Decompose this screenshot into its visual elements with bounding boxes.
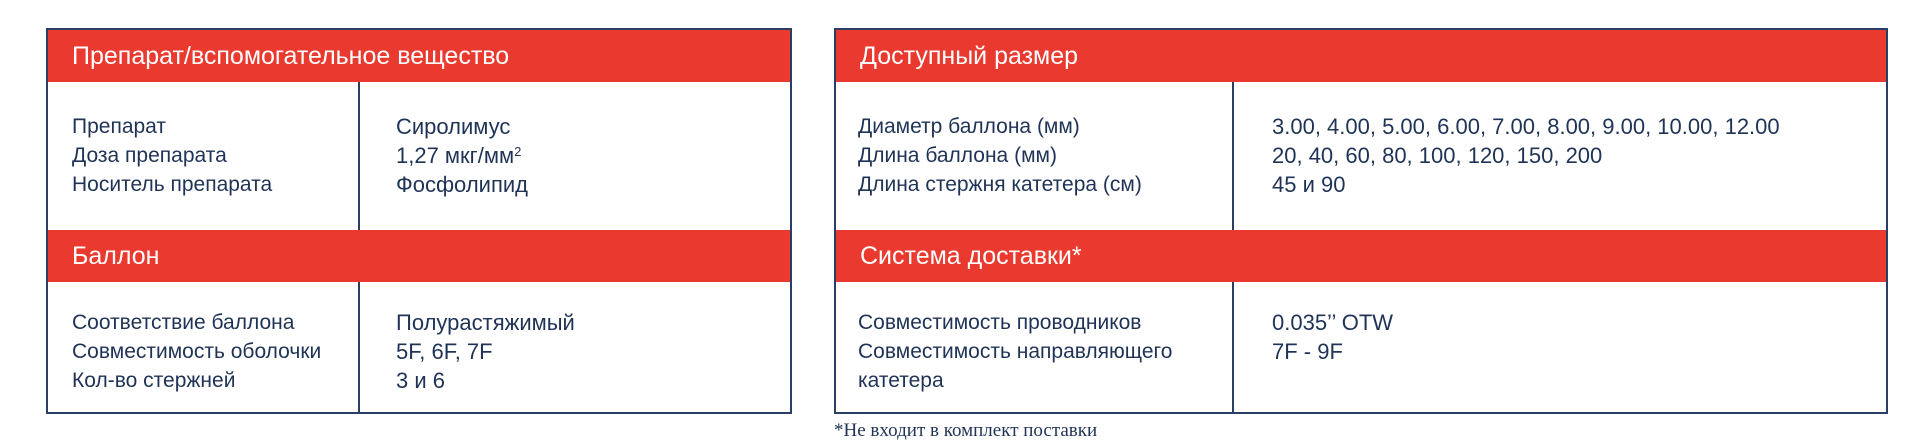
value-shaft-length: 45 и 90 <box>1272 172 1346 197</box>
footnote: *Не входит в комплект поставки <box>834 420 1098 441</box>
drug-excipient-header: Препарат/вспомогательное вещество <box>48 30 790 82</box>
drug-section <box>48 82 790 230</box>
size-section <box>836 82 1886 230</box>
value-balloon-length: 20, 40, 60, 80, 100, 120, 150, 200 <box>1272 143 1603 168</box>
label-guide-catheter-compatibility: Совместимость направляющего <box>858 340 1173 363</box>
balloon-values <box>396 308 575 414</box>
dose-text: 1,27 мкг/мм <box>396 143 515 168</box>
available-size-header: Доступный размер <box>836 30 1886 82</box>
column-divider <box>1232 282 1234 414</box>
value-balloon-compliance: Полурастяжимый <box>396 310 575 335</box>
value-balloon-diameter: 3.00, 4.00, 5.00, 6.00, 7.00, 8.00, 9.00, 10.00, 12.00 <box>1272 114 1780 139</box>
value-drug-dose <box>396 141 528 170</box>
value-guide-catheter-compatibility: 7F - 9F <box>1272 339 1343 364</box>
drug-labels <box>72 112 272 230</box>
label-balloon-length: Длина баллона (мм) <box>858 144 1057 167</box>
label-balloon-compliance: Соответствие баллона <box>72 311 295 334</box>
size-values <box>1272 112 1780 230</box>
size-labels <box>858 112 1142 230</box>
value-drug: Сиролимус <box>396 114 511 139</box>
drug-values <box>396 112 528 230</box>
delivery-system-header: Система доставки* <box>836 230 1886 282</box>
label-guidewire-compatibility: Совместимость проводников <box>858 311 1142 334</box>
balloon-section <box>48 282 790 414</box>
value-drug-carrier: Фосфолипид <box>396 172 528 197</box>
label-balloon-diameter: Диаметр баллона (мм) <box>858 115 1080 138</box>
value-sheath-compatibility: 5F, 6F, 7F <box>396 339 493 364</box>
value-shaft-count: 3 и 6 <box>396 368 445 393</box>
value-guidewire-compatibility: 0.035’’ OTW <box>1272 310 1394 335</box>
label-sheath-compatibility: Совместимость оболочки <box>72 340 322 363</box>
column-divider <box>1232 82 1234 230</box>
delivery-labels <box>858 308 1172 414</box>
delivery-section <box>836 282 1886 414</box>
label-shaft-count: Кол-во стержней <box>72 369 236 392</box>
label-drug: Препарат <box>72 115 167 138</box>
column-divider <box>358 82 360 230</box>
left-spec-table <box>46 28 792 414</box>
balloon-labels <box>72 308 321 414</box>
column-divider <box>358 282 360 414</box>
delivery-values <box>1272 308 1393 414</box>
balloon-header: Баллон <box>48 230 790 282</box>
dose-superscript: 2 <box>514 144 522 159</box>
label-drug-dose: Доза препарата <box>72 144 227 167</box>
label-shaft-length: Длина стержня катетера (см) <box>858 173 1142 196</box>
label-drug-carrier: Носитель препарата <box>72 173 273 196</box>
label-guide-catheter-continued: катетера <box>858 369 944 392</box>
right-spec-table <box>834 28 1888 414</box>
